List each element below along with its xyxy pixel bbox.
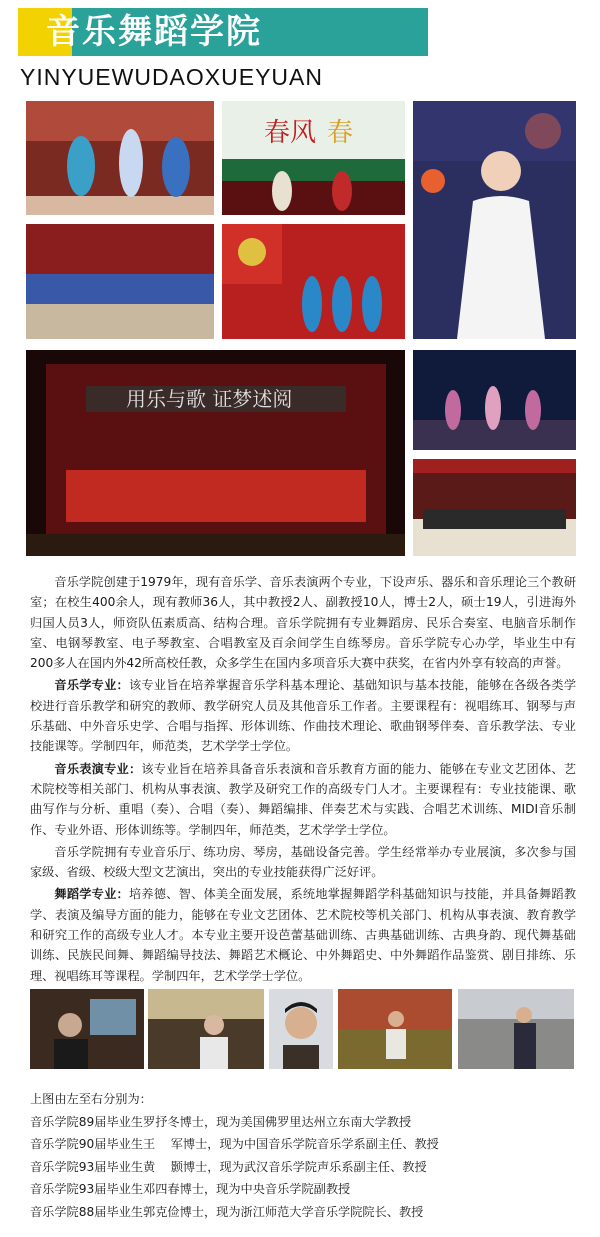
svg-text:春风: 春风: [264, 118, 317, 148]
paragraph-facilities: [30, 842, 576, 883]
svg-text:用乐与歌 证梦述阅: 用乐与歌 证梦述阅: [126, 387, 293, 411]
page-title-rest: 乐舞蹈学院: [82, 12, 262, 52]
caption-line: 音乐学院93届毕业生黄 颢博士，现为武汉音乐学院声乐系副主任、教授: [30, 1159, 427, 1174]
svg-text:春: 春: [327, 118, 354, 148]
party-anniversary-photo: [222, 224, 405, 339]
paragraph-heading: 音乐学专业：: [54, 678, 129, 693]
paragraph-body: 音乐学院拥有专业音乐厅、练功房、琴房，基础设备完善。学生经常举办专业展演，多次参与国家级、省级、校级大型文艺演出，突出的专业技能获得广泛好评。: [30, 844, 576, 880]
alumni-photo-4: [338, 989, 452, 1069]
alumni-photo-5: [458, 989, 574, 1069]
dance-performance-photo: [26, 101, 214, 215]
stage-dance-photo: [413, 350, 576, 450]
caption-line: 音乐学院88届毕业生郭克俭博士，现为浙江师范大学音乐学院院长、教授: [30, 1204, 424, 1219]
choir-stage-photo: [26, 224, 214, 339]
paragraph-body: 培养德、智、体美全面发展，系统地掌握舞蹈学科基础知识与技能，并具备舞蹈教学、表演及编导方面的能力，能够在专业文艺团体、艺术院校等机关部门、机构从事表演、教育教学和研究工作的高级专业人才。本专业主要开设芭蕾基础训练、古典基础训练、古典身韵、现代舞基础训练、民族民间舞、舞蹈编导技法、舞蹈艺术概论、中外舞蹈史、中外舞蹈作品鉴赏、剧目排练、乐理、视唱练耳等课程。学制四年，艺术学学士学位。: [30, 887, 577, 983]
alumni-photo-3: [269, 989, 333, 1069]
orchestra-concert-photo: [413, 459, 576, 556]
college-description: [30, 572, 576, 988]
alumni-photo-2: [148, 989, 264, 1069]
paragraph-intro: [30, 572, 576, 673]
paragraph-body: 该专业旨在培养掌握音乐学科基本理论、基础知识与基本技能，能够在各级各类学校进行音乐教学和研究的教师、教学研究人员及其他音乐工作者。主要课程有：视唱练耳、钢琴与声乐基础、中外音乐史学、合唱与指挥、形体训练、作曲技术理论、歌曲钢琴伴奏、音乐教学法、专业技能课等。学制四年，师范类，艺术学学士学位。: [30, 678, 577, 754]
alumni-photo-1: [30, 989, 144, 1069]
page-title-first-char: 音: [46, 12, 82, 52]
paragraph-body: 音乐学院创建于1979年，现有音乐学、音乐表演两个专业，下设声乐、器乐和音乐理论三个教研室；在校生400余人，现有教师36人，其中教授2人、副教授10人，博士2人，硕士19人，引进海外归国人员3人，师资队伍素质高、结构合理。音乐学院拥有专业舞蹈房、民乐合奏室、电脑音乐制作室、电钢琴教室、电子琴教室、合唱教室及百余间学生自练琴房。音乐学院专心办学，毕业生中有200多人在国内外42所高校任教，众多学生在国内多项音乐大赛中获奖，在省内外享有较高的声誉。: [30, 575, 576, 671]
caption-intro: 上图由左至右分别为：: [30, 1092, 152, 1106]
grand-choir-performance-photo: [26, 350, 405, 556]
paragraph-musicology: [30, 675, 576, 756]
paragraph-dance: [30, 884, 576, 985]
caption-line: 音乐学院93届毕业生邓四春博士，现为中央音乐学院副教授: [30, 1182, 351, 1196]
paragraph-performance: [30, 759, 576, 840]
singer-portrait-photo: [413, 101, 576, 339]
page-subtitle: YINYUEWUDAOXUEYUAN: [20, 64, 323, 90]
caption-line: 音乐学院89届毕业生罗抒冬博士，现为美国佛罗里达州立东南大学教授: [30, 1114, 412, 1129]
caption-line: 音乐学院90届毕业生王 军博士，现为中国音乐学院音乐学系副主任、教授: [30, 1137, 439, 1151]
paragraph-heading: 舞蹈学专业：: [54, 887, 129, 902]
paragraph-heading: 音乐表演专业：: [54, 761, 142, 776]
paragraph-body: 该专业旨在培养具备音乐表演和音乐教育方面的能力、能够在专业文艺团体、艺术院校等相关部门、机构从事表演、教学及研究工作的高级专门人才。主要课程有：专业技能课、歌曲写作与分析、重唱（奏）、合唱（奏）、舞蹈编排、伴奏艺术与实践、合唱艺术训练、MIDI音乐制作、专业外语、形体训练等。学制四年，师范类，艺术学学士学位。: [30, 761, 577, 837]
spring-concert-photo: [222, 101, 405, 215]
alumni-captions: [30, 1088, 580, 1223]
page-title: [46, 8, 262, 56]
